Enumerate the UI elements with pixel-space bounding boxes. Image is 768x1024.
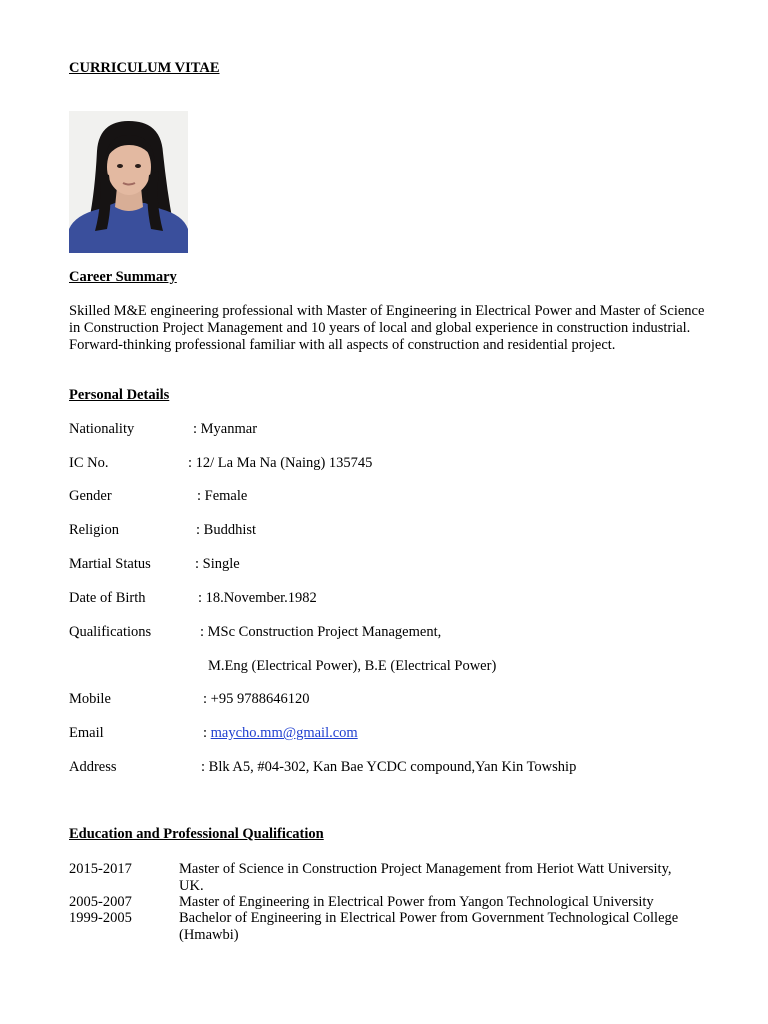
detail-value: : Myanmar <box>193 421 258 437</box>
email-link[interactable]: maycho.mm@gmail.com <box>210 725 358 741</box>
detail-value: : Buddhist <box>196 522 257 538</box>
detail-value: M.Eng (Electrical Power), B.E (Electrical Power) <box>208 658 497 674</box>
detail-label: Nationality <box>69 421 135 437</box>
career-summary-heading: Career Summary <box>69 269 177 285</box>
detail-row-email <box>69 725 729 743</box>
detail-label: Gender <box>69 488 112 504</box>
detail-value: : 12/ La Ma Na (Naing) 135745 <box>188 455 373 471</box>
education-years: 2015-2017 <box>69 861 132 877</box>
detail-label: Martial Status <box>69 556 151 572</box>
detail-label: Date of Birth <box>69 590 146 606</box>
detail-value: : Female <box>197 488 248 504</box>
detail-label: Mobile <box>69 691 111 707</box>
detail-value: : MSc Construction Project Management, <box>200 624 442 640</box>
detail-row-gender <box>69 488 729 506</box>
detail-row-marital-status <box>69 556 729 574</box>
education-description: Master of Engineering in Electrical Power from Yangon Technological University <box>179 894 654 910</box>
education-heading: Education and Professional Qualification <box>69 826 324 842</box>
career-summary-text: Skilled M&E engineering professional with Master of Engineering in Electrical Power and Master of Science in Construction Project Management and 10 years of local and global experience in construction industrial. Forward-thinking professional familiar with all aspects of construction and residential project. <box>69 303 705 353</box>
detail-label: IC No. <box>69 455 109 471</box>
detail-row-nationality <box>69 421 729 439</box>
email-prefix: : <box>203 725 211 741</box>
detail-label: Qualifications <box>69 624 152 640</box>
education-item <box>69 894 709 911</box>
education-years: 2005-2007 <box>69 894 132 910</box>
detail-row-mobile <box>69 691 729 709</box>
document-title: CURRICULUM VITAE <box>69 60 220 76</box>
detail-label: Email <box>69 725 104 741</box>
profile-photo <box>69 111 188 253</box>
detail-label: Address <box>69 759 117 775</box>
detail-label: Religion <box>69 522 119 538</box>
detail-row-address <box>69 759 729 777</box>
education-description: Bachelor of Engineering in Electrical Power from Government Technological College (Hmawbi) <box>179 910 679 943</box>
detail-row-ic-no <box>69 455 729 473</box>
personal-details-heading: Personal Details <box>69 387 170 403</box>
education-years: 1999-2005 <box>69 910 132 926</box>
detail-value: : 18.November.1982 <box>198 590 317 606</box>
education-item <box>69 861 709 895</box>
education-description: Master of Science in Construction Project Management from Heriot Watt University, UK. <box>179 861 672 894</box>
detail-row-religion <box>69 522 729 540</box>
detail-value: : Single <box>195 556 240 572</box>
detail-value: : Blk A5, #04-302, Kan Bae YCDC compound,Yan Kin Towship <box>201 759 577 775</box>
detail-row-qualifications-continued <box>69 658 729 676</box>
education-item <box>69 910 709 944</box>
profile-photo-image <box>69 111 188 253</box>
detail-value <box>203 725 358 742</box>
detail-row-date-of-birth <box>69 590 729 608</box>
detail-value: : +95 9788646120 <box>203 691 310 707</box>
detail-row-qualifications <box>69 624 729 642</box>
